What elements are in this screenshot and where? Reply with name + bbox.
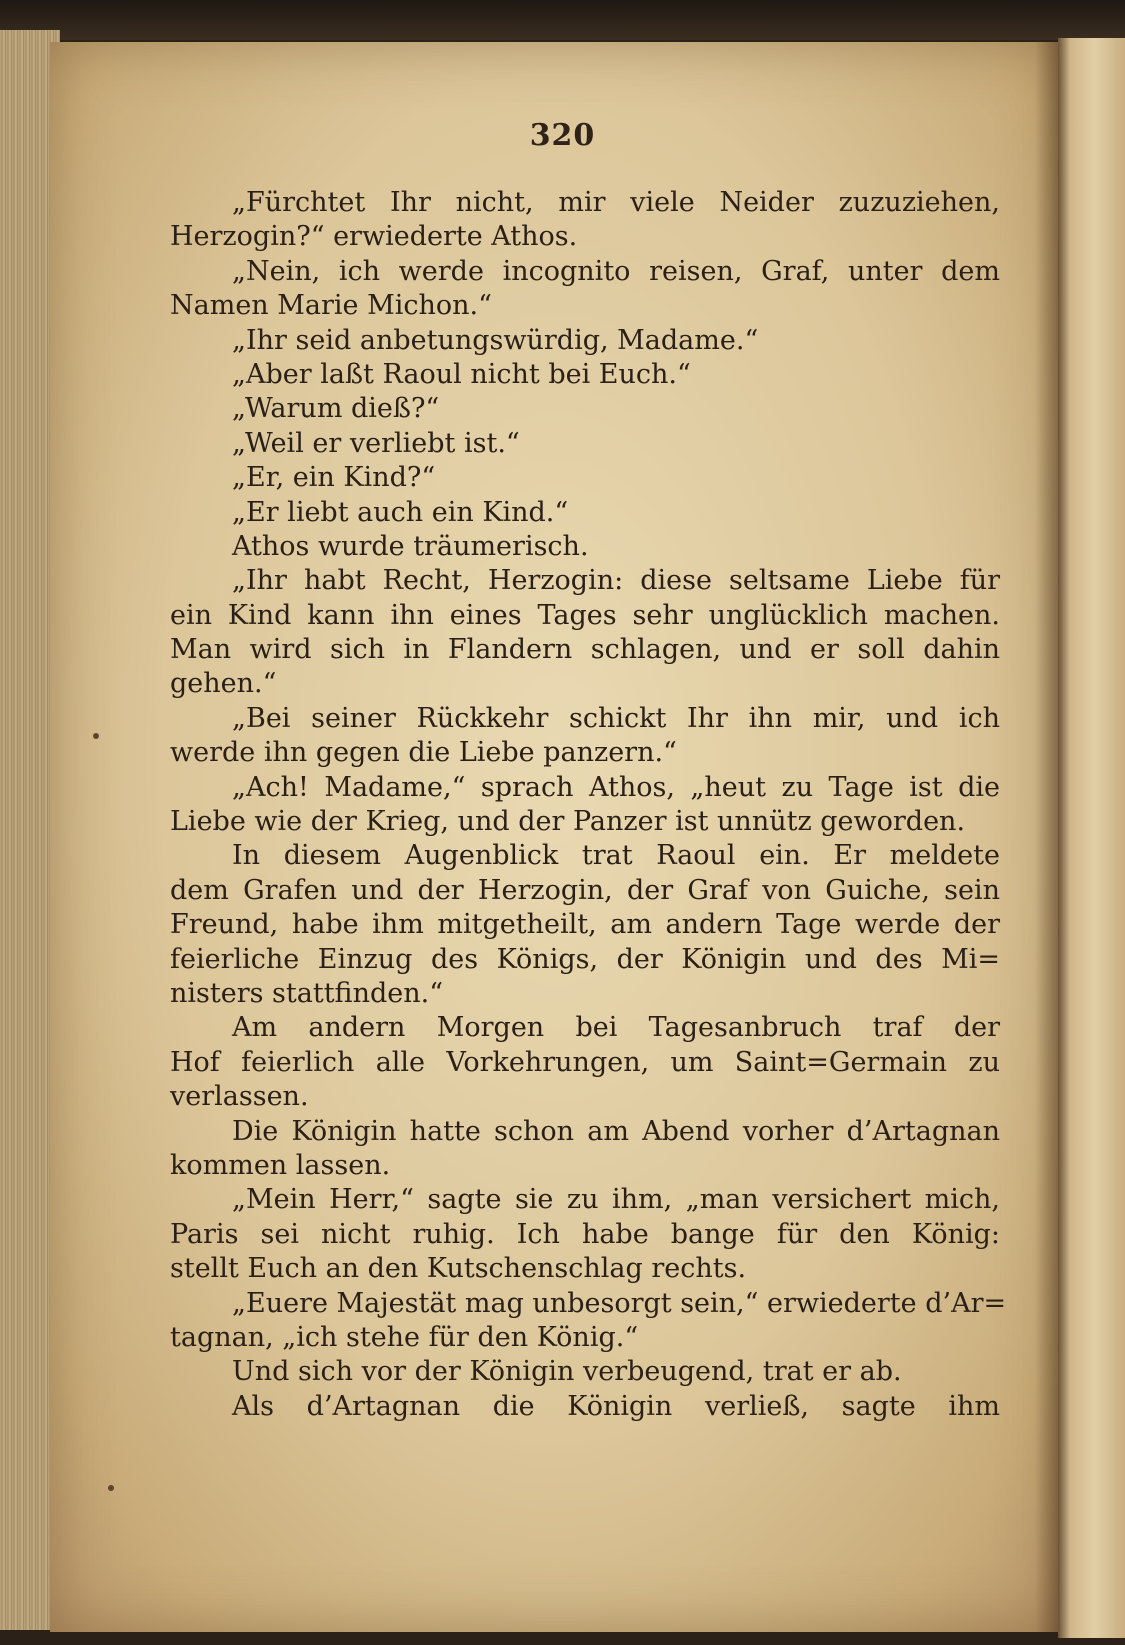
text-line: „Nein, ich werde incognito reisen, Graf, unter dem [232, 255, 1000, 287]
text-line: „Weil er verliebt ist.“ [232, 427, 520, 459]
text-line: tagnan, „ich stehe für den König.“ [170, 1321, 639, 1353]
text-line: nisters stattfinden.“ [170, 977, 443, 1009]
book-top-edge [0, 0, 1125, 40]
text-line: verlassen. [170, 1081, 309, 1113]
text-line: Herzogin?“ erwiederte Athos. [170, 221, 578, 253]
text-line: „Er liebt auch ein Kind.“ [232, 496, 569, 528]
text-line: „Fürchtet Ihr nicht, mir viele Neider zuzuziehen, [232, 187, 1000, 218]
text-line: feierliche Einzug des Königs, der Königin und des Mi= [170, 943, 1000, 975]
text-line: Freund, habe ihm mitgetheilt, am andern Tage werde der [170, 909, 1000, 941]
text-line: dem Grafen und der Herzogin, der Graf von Guiche, sein [170, 874, 1000, 906]
page-number: 320 [529, 118, 596, 153]
text-line: „Euere Majestät mag unbesorgt sein,“ erwiederte d’Ar= [232, 1287, 1007, 1319]
text-line: „Ihr habt Recht, Herzogin: diese seltsame Liebe für [232, 565, 1000, 597]
text-line: gehen.“ [170, 668, 277, 700]
text-line: Am andern Morgen bei Tagesanbruch traf der [232, 1012, 1000, 1044]
text-line: stellt Euch an den Kutschenschlag rechts. [170, 1253, 747, 1285]
facing-page-edge [1058, 38, 1125, 1638]
text-line: Athos wurde träumerisch. [232, 530, 589, 562]
text-line: „Warum dieß?“ [232, 393, 440, 425]
text-line: „Aber laßt Raoul nicht bei Euch.“ [232, 358, 691, 390]
text-line: Paris sei nicht ruhig. Ich habe bange für den König: [170, 1218, 1000, 1250]
text-line: „Er, ein Kind?“ [232, 462, 436, 494]
text-line: Liebe wie der Krieg, und der Panzer ist unnütz geworden. [170, 806, 966, 838]
text-line: Hof feierlich alle Vorkehrungen, um Saint=Germain zu [170, 1046, 1000, 1078]
text-line: werde ihn gegen die Liebe panzern.“ [170, 737, 677, 769]
text-line: „Bei seiner Rückkehr schickt Ihr ihn mir, und ich [232, 702, 1000, 734]
text-line: Und sich vor der Königin verbeugend, trat er ab. [232, 1356, 902, 1388]
text-line: Als d’Artagnan die Königin verließ, sagte ihm [232, 1390, 1000, 1422]
text-line: kommen lassen. [170, 1149, 391, 1181]
paper-speck [108, 1485, 114, 1491]
paper-speck [93, 733, 99, 739]
text-line: Namen Marie Michon.“ [170, 290, 492, 322]
text-line: Man wird sich in Flandern schlagen, und er soll dahin [170, 634, 1000, 666]
text-line: In diesem Augenblick trat Raoul ein. Er meldete [232, 840, 1000, 872]
page-text [170, 186, 1007, 1424]
text-line: „Mein Herr,“ sagte sie zu ihm, „man versichert mich, [232, 1184, 1000, 1216]
text-line: Die Königin hatte schon am Abend vorher d’Artagnan [232, 1115, 1000, 1147]
text-line: ein Kind kann ihn eines Tages sehr unglücklich machen. [170, 599, 1000, 631]
text-line: „Ach! Madame,“ sprach Athos, „heut zu Tage ist die [232, 771, 1000, 803]
text-line: „Ihr seid anbetungswürdig, Madame.“ [232, 324, 759, 356]
